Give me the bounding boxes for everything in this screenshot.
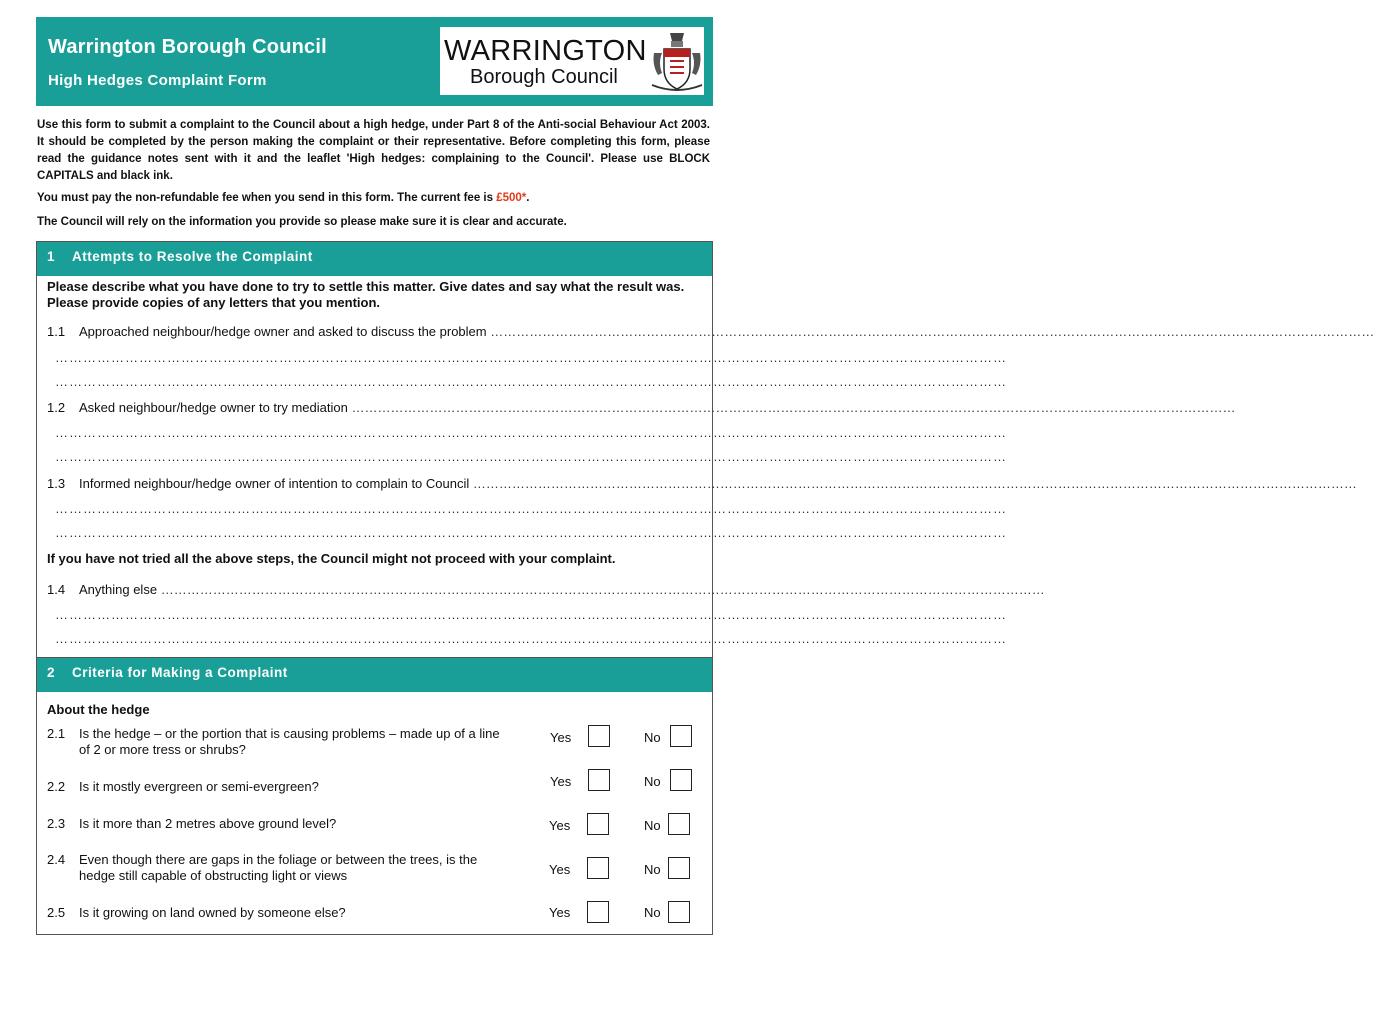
section-title: Criteria for Making a Complaint: [72, 665, 288, 680]
no-label: No: [644, 774, 661, 789]
yes-label: Yes: [549, 905, 571, 920]
yes-label: Yes: [550, 774, 572, 789]
item-1-1[interactable]: [47, 324, 1374, 342]
answer-line[interactable]: ……………………………………………………………………………………………………………………………………………………………………………………: [55, 631, 1007, 646]
no-checkbox-2-4[interactable]: [668, 857, 690, 879]
answer-line[interactable]: ……………………………………………………………………………………………………………………………………………………………………………………: [55, 607, 1007, 622]
question-text: Is it growing on land owned by someone else?: [79, 905, 346, 920]
question-2-4: [47, 852, 517, 886]
form-title: High Hedges Complaint Form: [48, 72, 267, 89]
item-label: Informed neighbour/hedge owner of intention to complain to Council: [79, 476, 470, 491]
answer-line[interactable]: ……………………………………………………………………………………………………………………………………………………………………………………: [55, 449, 1007, 464]
question-number: 2.1: [47, 726, 66, 741]
yes-label: Yes: [549, 862, 571, 877]
question-2-2: [47, 779, 517, 797]
yes-label: Yes: [549, 818, 571, 833]
yes-checkbox-2-5[interactable]: [587, 901, 609, 923]
item-label: Asked neighbour/hedge owner to try mediation: [79, 400, 348, 415]
fee-prefix: You must pay the non-refundable fee when you send in this form. The current fee is: [37, 192, 497, 204]
question-2-1: [47, 726, 517, 760]
answer-line[interactable]: ……………………………………………………………………………………………………………………………………………………………………………………: [55, 501, 1007, 516]
yes-checkbox-2-2[interactable]: [588, 769, 610, 791]
question-number: 2.5: [47, 905, 66, 920]
item-number: 1.4: [47, 582, 66, 597]
question-2-5: [47, 905, 517, 923]
no-checkbox-2-3[interactable]: [668, 813, 690, 835]
answer-dots: ……………………………………………………………………………………………………………………………………………………………………………………: [351, 400, 1236, 415]
item-label: Approached neighbour/hedge owner and asked to discuss the problem: [79, 324, 487, 339]
yes-checkbox-2-4[interactable]: [587, 857, 609, 879]
question-number: 2.2: [47, 779, 66, 794]
yes-checkbox-2-1[interactable]: [588, 725, 610, 747]
section-1-header: [37, 242, 712, 276]
question-number: 2.4: [47, 852, 66, 867]
item-1-4[interactable]: [47, 582, 1045, 600]
fee-notice: [37, 192, 529, 204]
question-text: Is the hedge – or the portion that is causing problems – made up of a line of 2 or more tress or shrubs?: [79, 726, 500, 757]
answer-line[interactable]: ……………………………………………………………………………………………………………………………………………………………………………………: [55, 350, 1007, 365]
about-hedge-heading: About the hedge: [47, 702, 150, 717]
section-1-instructions: Please describe what you have done to try to settle this matter. Give dates and say what the result was. Please provide copies of any letters that you mention.: [47, 279, 685, 310]
no-label: No: [644, 818, 661, 833]
no-checkbox-2-1[interactable]: [670, 725, 692, 747]
item-number: 1.2: [47, 400, 66, 415]
logo-wordmark: WARRINGTON: [444, 35, 647, 67]
answer-line[interactable]: ……………………………………………………………………………………………………………………………………………………………………………………: [55, 525, 1007, 540]
answer-dots: ……………………………………………………………………………………………………………………………………………………………………………………: [490, 324, 1374, 339]
yes-checkbox-2-3[interactable]: [587, 813, 609, 835]
section-2-header: [37, 658, 712, 692]
council-title: Warrington Borough Council: [48, 36, 327, 58]
section-1-warning: If you have not tried all the above steps, the Council might not proceed with your complaint.: [47, 551, 616, 566]
logo-subline: Borough Council: [470, 66, 618, 88]
question-number: 2.3: [47, 816, 66, 831]
section-1-attempts: [36, 241, 1374, 658]
section-number: 2: [47, 665, 55, 680]
item-number: 1.3: [47, 476, 66, 491]
answer-dots: ……………………………………………………………………………………………………………………………………………………………………………………: [472, 476, 1357, 491]
no-checkbox-2-5[interactable]: [668, 901, 690, 923]
section-number: 1: [47, 249, 55, 264]
answer-line[interactable]: ……………………………………………………………………………………………………………………………………………………………………………………: [55, 374, 1007, 389]
no-label: No: [644, 730, 661, 745]
item-number: 1.1: [47, 324, 66, 339]
council-logo: [440, 27, 704, 95]
fee-suffix: .: [526, 192, 530, 204]
form-header: [36, 17, 713, 106]
yes-label: Yes: [550, 730, 572, 745]
no-label: No: [644, 905, 661, 920]
question-2-3: [47, 816, 517, 834]
question-text: Is it mostly evergreen or semi-evergreen?: [79, 779, 319, 794]
question-text: Is it more than 2 metres above ground level?: [79, 816, 337, 831]
question-text: Even though there are gaps in the foliage or between the trees, is the hedge still capable of obstructing light or views: [79, 852, 478, 883]
no-checkbox-2-2[interactable]: [670, 769, 692, 791]
item-label: Anything else: [79, 582, 158, 597]
section-2-criteria: [36, 657, 713, 935]
accuracy-notice: The Council will rely on the information you provide so please make sure it is clear and accurate.: [37, 216, 567, 228]
coat-of-arms-icon: [650, 29, 704, 93]
answer-line[interactable]: ……………………………………………………………………………………………………………………………………………………………………………………: [55, 425, 1007, 440]
item-1-2[interactable]: [47, 400, 1236, 418]
item-1-3[interactable]: [47, 476, 1357, 494]
intro-paragraph: Use this form to submit a complaint to the Council about a high hedge, under Part 8 of the Anti-social Behaviour Act 2003. It should be completed by the person making the complaint or their representative. Before completing this form, please read the guidance notes sent with it and the leaflet 'High hedges: complaining to the Council'. Please use BLOCK CAPITALS and black ink.: [37, 119, 710, 182]
fee-amount: £500*: [496, 192, 527, 204]
section-title: Attempts to Resolve the Complaint: [72, 249, 313, 264]
answer-dots: ……………………………………………………………………………………………………………………………………………………………………………………: [160, 582, 1045, 597]
no-label: No: [644, 862, 661, 877]
